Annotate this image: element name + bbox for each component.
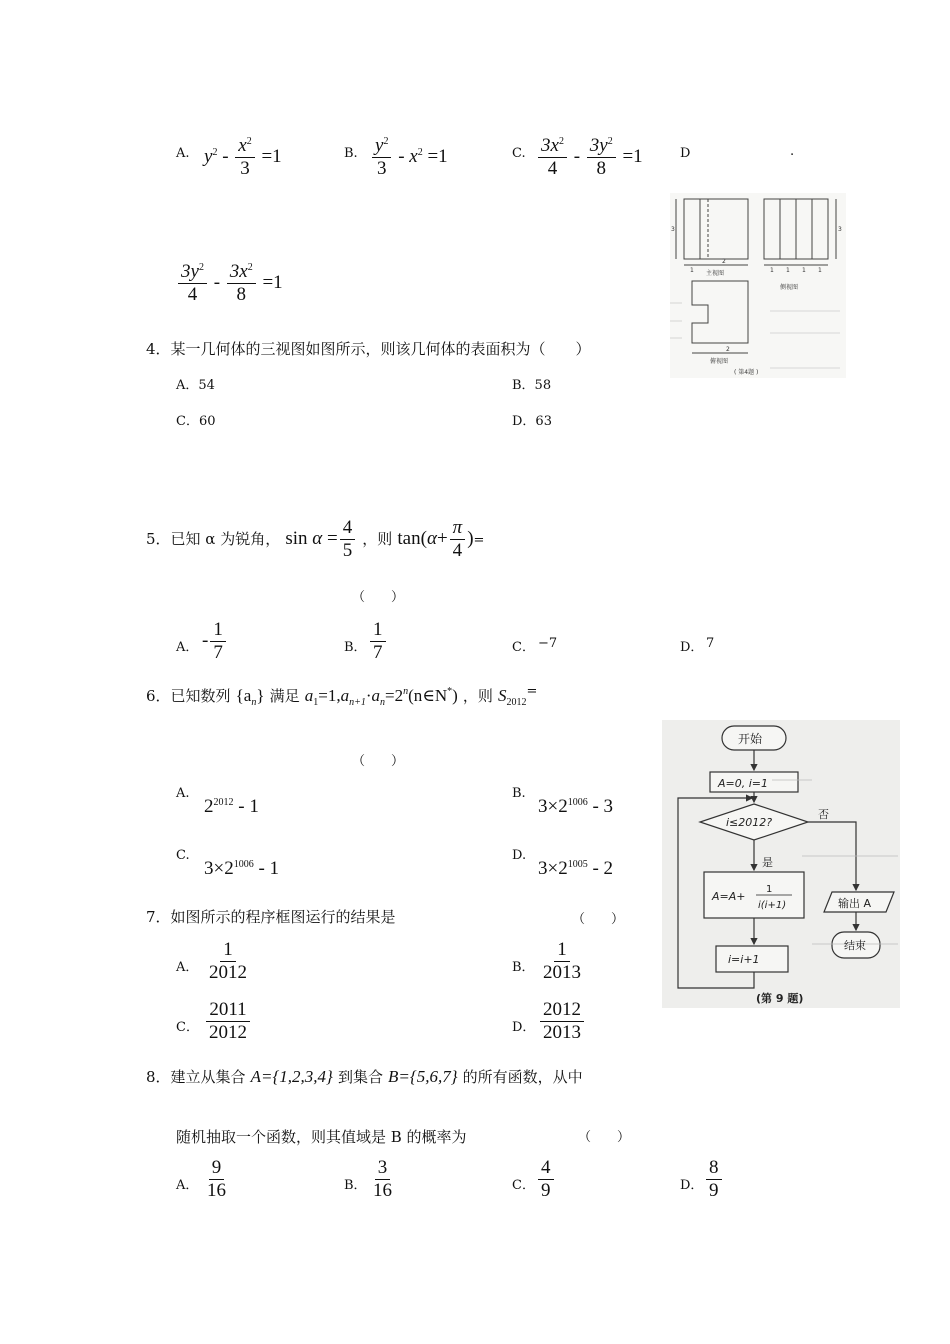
q6c-rest: - 1 — [258, 858, 280, 879]
q5-stem-pre: 5．已知 α 为锐角， — [146, 529, 281, 548]
q5-answer-paren: （ ） — [352, 590, 405, 605]
q3d-minus: - — [213, 271, 221, 293]
q6-an1-sub: n+1 — [349, 697, 366, 708]
dim-label-1-side-d: 1 — [818, 267, 822, 274]
q8-mid: 到集合 — [337, 1068, 383, 1086]
q3c-minus: - — [573, 145, 581, 167]
q3-option-b-label: B. — [344, 146, 358, 161]
flowchart-caption: (第 9 题) — [756, 992, 804, 1005]
q5-tan-formula — [397, 517, 474, 561]
q3a-exp: 2 — [212, 146, 218, 158]
q6d-pre: 3×2 — [538, 858, 568, 879]
q3b-num-exp: 2 — [383, 136, 389, 147]
q5a-num: 1 — [210, 620, 226, 642]
q3b-term: x — [409, 145, 418, 167]
q6d-rest: - 2 — [592, 858, 614, 879]
q8-answer-paren: （ ） — [578, 1130, 631, 1145]
q3a-term: y — [204, 145, 213, 167]
q5-option-c-value: −7 — [538, 636, 558, 651]
q5-den: 5 — [342, 539, 353, 561]
q7a-fraction — [206, 940, 250, 983]
q5-alpha: α — [312, 527, 323, 549]
top-view-outline — [692, 281, 748, 343]
flow-no-label: 否 — [818, 808, 829, 821]
flow-cond-label: i≤2012? — [726, 816, 773, 829]
q7c-num: 2011 — [206, 1000, 249, 1022]
q7-option-a-value — [204, 940, 252, 983]
dim-label-1-side-c: 1 — [802, 267, 806, 274]
q5-pi: π — [450, 518, 466, 540]
flow-inc-label: i=i+1 — [728, 953, 760, 966]
q3-option-d-label: D — [680, 146, 691, 161]
q8-tail: 的所有函数，从中 — [462, 1068, 583, 1086]
q6-eq1: =1, — [318, 686, 341, 705]
flow-update-den: i(i+1) — [758, 900, 787, 911]
q8-option-d-label: D． — [680, 1178, 704, 1193]
dim-label-1-side-b: 1 — [786, 267, 790, 274]
q6-stem-pre: 6．已知数列 — [146, 687, 231, 705]
front-view-outline — [684, 199, 748, 259]
q5-plus: + — [436, 527, 448, 549]
q6a-exp: 2012 — [213, 797, 234, 808]
q6-condition — [304, 686, 458, 708]
q6c-exp: 1006 — [233, 859, 254, 870]
q3-option-a-formula — [204, 136, 282, 179]
q8-option-b-label: B． — [344, 1178, 367, 1193]
top-view-label: 俯视图 — [710, 358, 729, 365]
q3c-fraction-1 — [538, 136, 567, 179]
q6a-rest: - 1 — [238, 796, 259, 817]
q6-seq: {a — [235, 686, 252, 705]
q3a-fraction — [235, 136, 254, 179]
q5-option-d-value: 7 — [706, 636, 715, 651]
q8b-num: 3 — [375, 1158, 391, 1180]
q8-option-a-label: A． — [176, 1178, 199, 1193]
q8a-fraction — [204, 1158, 229, 1201]
q6-an-sub: n — [380, 697, 385, 708]
q8-set-b: B={5,6,7} — [388, 1067, 458, 1086]
q3b-den: 3 — [376, 157, 387, 179]
q6-tail: = — [526, 684, 538, 699]
q4-option-c: C．60 — [176, 414, 216, 429]
q4-option-d: D．63 — [512, 414, 552, 429]
q6b-exp: 1006 — [567, 797, 588, 808]
q6-s: S — [498, 686, 507, 705]
q3b-minus: - — [398, 145, 405, 167]
q7c-fraction — [206, 1000, 250, 1043]
q6-domain: (n∈N — [408, 686, 448, 705]
q6-option-a-value — [204, 796, 259, 818]
q7a-den: 2012 — [209, 961, 247, 983]
q3d-exp1: 2 — [198, 262, 204, 273]
q6-dot: · — [365, 686, 372, 705]
q6a-base: 2 — [204, 796, 214, 817]
q4-option-b: B．58 — [512, 378, 552, 393]
q7b-fraction — [540, 940, 584, 983]
q5-den2: 4 — [452, 539, 463, 561]
side-view-label: 侧视图 — [780, 284, 799, 291]
q3c-fraction-2 — [587, 136, 616, 179]
q3c-den2: 8 — [596, 157, 606, 179]
q8-stem-pre: 8．建立从集合 — [146, 1068, 246, 1086]
flow-init-label: A=0, i=1 — [718, 777, 769, 790]
q8-stem-line2: 随机抽取一个函数，则其值域是 B 的概率为 — [176, 1128, 467, 1146]
q8c-fraction — [538, 1158, 554, 1201]
q6-star: * — [447, 686, 453, 697]
q6-option-c-label: C. — [176, 848, 190, 863]
q6-comma: ，则 — [462, 687, 493, 705]
q6-option-b-label: B. — [512, 786, 526, 801]
q3b-fraction — [372, 136, 391, 179]
q6-exp-n: n — [403, 686, 409, 697]
q7-option-d-value — [538, 1000, 586, 1043]
three-view-figure — [670, 193, 846, 378]
q6b-pre: 3×2 — [538, 796, 568, 817]
flow-start-label: 开始 — [738, 732, 763, 746]
q5-alpha-2: α — [426, 527, 437, 549]
q6-an1: a — [340, 686, 350, 705]
q8d-fraction — [706, 1158, 722, 1201]
dim-label-3-right: 3 — [838, 226, 842, 233]
dim-label-3-left: 3 — [671, 226, 675, 233]
q3b-rhs: =1 — [427, 145, 448, 167]
q5-num: 4 — [340, 518, 356, 540]
q5-option-c-label: C． — [512, 640, 535, 655]
flow-update-num: 1 — [766, 884, 773, 895]
q5-stem — [146, 518, 484, 561]
q5-tan: tan( — [397, 527, 427, 549]
q5b-num: 1 — [370, 620, 386, 642]
q5a-fraction — [210, 620, 226, 663]
q5-close: ) — [467, 527, 474, 549]
q7c-den: 2012 — [209, 1021, 247, 1043]
q5-option-b-value — [368, 620, 388, 663]
q6-answer-paren: （ ） — [352, 754, 405, 769]
q6-option-a-label: A. — [176, 786, 190, 801]
q7-option-b-label: B． — [512, 960, 535, 975]
q3c-rhs: =1 — [622, 145, 643, 167]
q3-option-c-formula — [536, 136, 643, 179]
q5b-fraction — [370, 620, 386, 663]
q8-option-d-value — [704, 1158, 724, 1201]
front-view-label: 主视图 — [706, 270, 725, 277]
q6-sequence — [235, 686, 265, 708]
q3a-num-exp: 2 — [246, 136, 252, 147]
dim-label-2-top: 2 — [726, 346, 730, 353]
q3c-num2: 3y — [589, 135, 608, 156]
q3-option-a-label: A. — [176, 146, 190, 161]
q5-option-b-label: B． — [344, 640, 367, 655]
q4-option-a: A．54 — [176, 378, 215, 393]
q3c-num1: 3x — [541, 135, 559, 156]
flow-yes-label: 是 — [762, 856, 773, 869]
q4-stem: 4．某一几何体的三视图如图所示，则该几何体的表面积为（ ） — [146, 340, 591, 358]
q3-option-b-formula — [370, 136, 448, 179]
q3d-fraction-1 — [178, 262, 207, 305]
q8d-den: 9 — [709, 1179, 719, 1201]
q3d-num2: 3x — [229, 261, 248, 282]
q5-pi-fraction — [450, 518, 466, 561]
q5-option-a-label: A． — [176, 640, 199, 655]
q7-option-c-label: C． — [176, 1020, 199, 1035]
q6-mid: 满足 — [269, 687, 300, 705]
q5-option-a-value — [202, 620, 228, 663]
dim-label-2-front: 2 — [722, 258, 726, 265]
q5-sin: sin — [285, 527, 308, 549]
q3c-exp1: 2 — [558, 136, 564, 147]
q5b-den: 7 — [373, 641, 383, 663]
q8b-den: 16 — [373, 1179, 392, 1201]
q7-option-c-value — [204, 1000, 252, 1043]
q5a-sign: - — [202, 629, 209, 651]
dim-label-1-side-a: 1 — [770, 267, 774, 274]
q8-set-a: A={1,2,3,4} — [250, 1067, 333, 1086]
q6-seq-sub: n — [251, 697, 257, 708]
q8b-fraction — [370, 1158, 395, 1201]
q3d-rhs: =1 — [262, 271, 283, 293]
q5-sin-fraction — [340, 518, 356, 561]
q7d-den: 2013 — [543, 1021, 581, 1043]
q8-option-c-value — [536, 1158, 556, 1201]
q6-close: ) — [452, 686, 458, 705]
q6-option-b-value — [538, 796, 613, 818]
q6-sum — [498, 686, 527, 708]
three-view-drawing — [670, 193, 846, 378]
q6b-rest: - 3 — [592, 796, 614, 817]
figure4-caption: ( 第4题 ) — [734, 369, 759, 376]
q7d-num: 2012 — [540, 1000, 584, 1022]
q3b-num: y — [375, 135, 384, 156]
q6d-exp: 1005 — [567, 859, 588, 870]
q3d-exp2: 2 — [247, 262, 253, 273]
q3d-fraction-2 — [227, 262, 256, 305]
q8d-num: 8 — [706, 1158, 722, 1180]
q8a-num: 9 — [209, 1158, 225, 1180]
q3a-rhs: =1 — [261, 145, 282, 167]
q7a-num: 1 — [220, 940, 236, 962]
q6-a1: a — [304, 686, 314, 705]
q5-eq: = — [326, 527, 338, 549]
q3c-den1: 4 — [547, 157, 558, 179]
q5-mid: ，则 — [362, 529, 393, 548]
q3b-exp: 2 — [417, 146, 423, 158]
q5-tail: = — [473, 532, 485, 548]
q6-option-d-label: D. — [512, 848, 527, 863]
q3-option-d-formula — [176, 262, 283, 305]
q5a-den: 7 — [213, 641, 223, 663]
q7-stem: 7．如图所示的程序框图运行的结果是 — [146, 908, 396, 926]
dim-label-1-front: 1 — [690, 267, 694, 274]
q6-option-d-value — [538, 858, 613, 880]
q3a-den: 3 — [240, 157, 250, 179]
q6-a1-sub: 1 — [313, 697, 319, 708]
q3-option-c-label: C. — [512, 146, 526, 161]
q3d-den1: 4 — [187, 283, 198, 305]
q7-option-d-label: D． — [512, 1020, 536, 1035]
q7-answer-paren: （ ） — [572, 912, 625, 927]
q5-sin-formula — [285, 517, 357, 561]
flowchart-figure — [662, 720, 900, 1008]
q8-option-b-value — [368, 1158, 397, 1201]
q5-option-d-label: D． — [680, 640, 704, 655]
q3d-den2: 8 — [236, 283, 246, 305]
q3c-exp2: 2 — [607, 136, 613, 147]
q7-option-b-value — [538, 940, 586, 983]
q6-s-sub: 2012 — [506, 697, 527, 708]
flow-update-label: A=A+ — [712, 890, 746, 903]
flow-end-label: 结束 — [844, 939, 866, 952]
q8c-den: 9 — [541, 1179, 551, 1201]
q7d-fraction — [540, 1000, 584, 1043]
q7b-num: 1 — [554, 940, 570, 962]
flowchart-drawing — [662, 720, 900, 1008]
q6c-pre: 3×2 — [204, 858, 234, 879]
flow-output-label: 输出 A — [838, 897, 872, 910]
q6-an: a — [371, 686, 380, 705]
q8-option-c-label: C． — [512, 1178, 535, 1193]
q8-stem — [146, 1066, 583, 1087]
q8a-den: 16 — [207, 1179, 226, 1201]
q7b-den: 2013 — [543, 961, 581, 983]
q6-eq2: =2 — [385, 686, 404, 705]
q3a-num: x — [238, 135, 247, 156]
q6-option-c-value — [204, 858, 279, 880]
q8c-num: 4 — [538, 1158, 554, 1180]
q3-option-d-dot: . — [790, 144, 795, 159]
q6-seq-close: } — [256, 686, 265, 705]
q6-stem — [146, 684, 537, 708]
q3d-num1: 3y — [181, 261, 199, 282]
q7-option-a-label: A． — [176, 960, 199, 975]
q3a-minus: - — [222, 145, 229, 167]
q8-option-a-value — [202, 1158, 231, 1201]
